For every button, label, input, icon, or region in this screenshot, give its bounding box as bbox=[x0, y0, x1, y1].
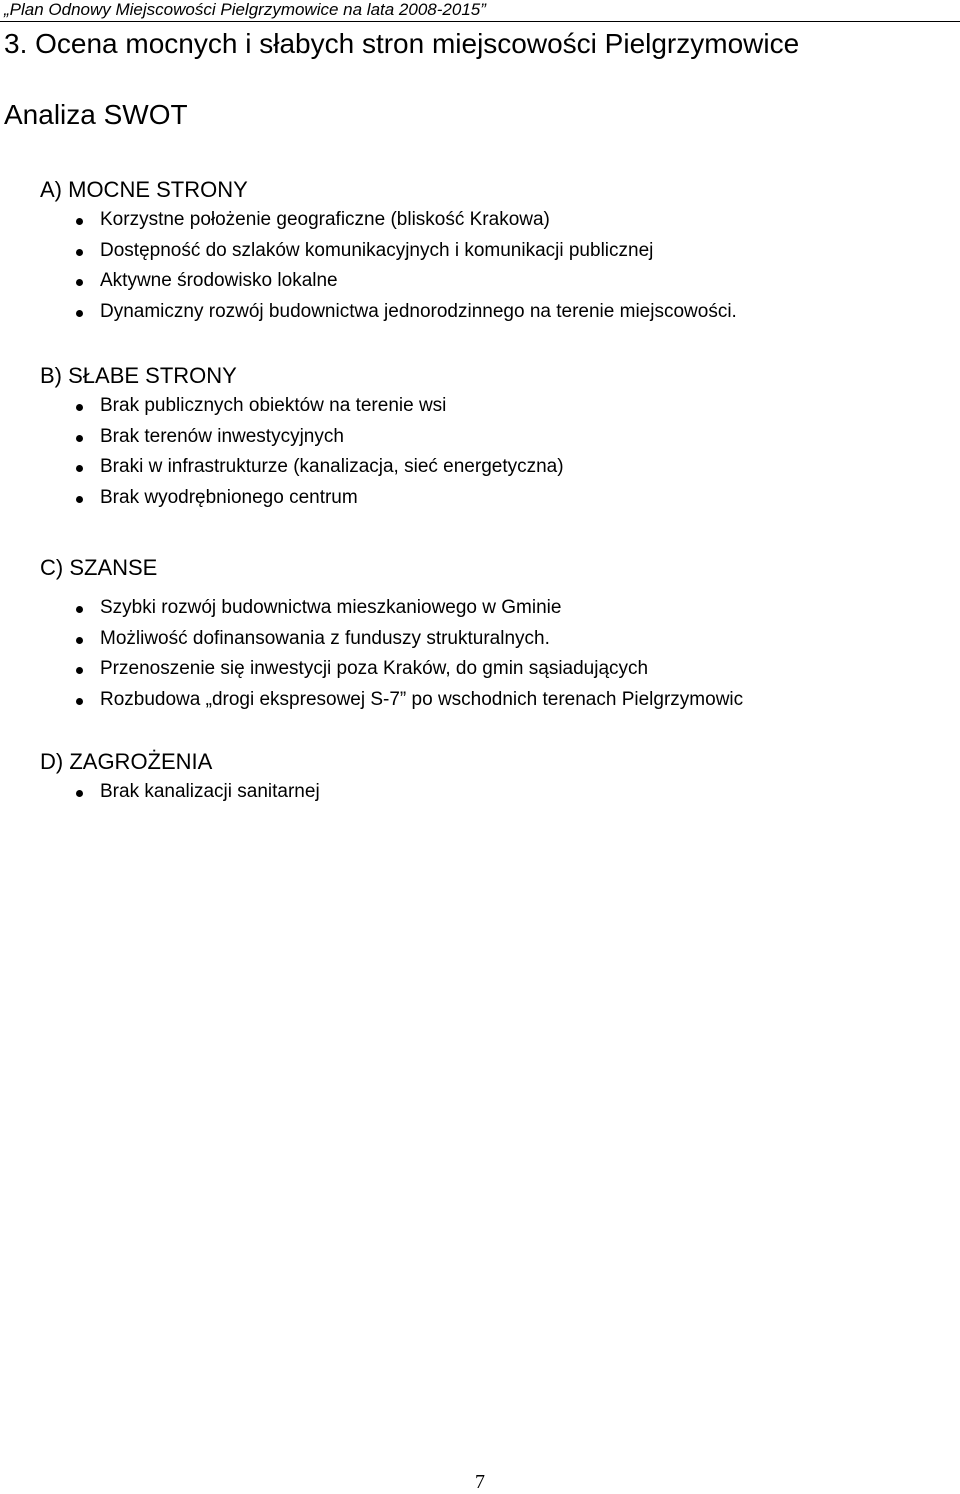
list-item bbox=[40, 239, 940, 270]
bullet-icon bbox=[76, 606, 83, 613]
list-item bbox=[40, 688, 940, 719]
block-title-strengths: A) MOCNE STRONY bbox=[40, 177, 248, 202]
section-heading: 3. Ocena mocnych i słabych stron miejscowości Pielgrzymowice bbox=[4, 28, 800, 59]
list-item-text: Aktywne środowisko lokalne bbox=[100, 270, 338, 291]
list-item bbox=[40, 780, 940, 811]
weaknesses-list bbox=[40, 394, 940, 516]
list-item bbox=[40, 596, 940, 627]
list-item bbox=[40, 300, 940, 331]
list-item-text: Brak wyodrębnionego centrum bbox=[100, 486, 358, 508]
swot-block-strengths bbox=[40, 176, 940, 330]
opportunities-list bbox=[40, 596, 940, 718]
list-item bbox=[40, 627, 940, 658]
swot-block-threats bbox=[40, 748, 940, 811]
bullet-icon bbox=[76, 790, 83, 797]
list-item-text: Możliwość dofinansowania z funduszy strukturalnych. bbox=[100, 627, 550, 649]
strengths-list bbox=[40, 208, 940, 330]
list-item bbox=[40, 269, 940, 300]
bullet-icon bbox=[76, 435, 83, 442]
list-item bbox=[40, 455, 940, 486]
threats-list bbox=[40, 780, 940, 811]
list-item bbox=[40, 657, 940, 688]
list-item-text: Dynamiczny rozwój budownictwa jednorodzinnego na terenie miejscowości. bbox=[100, 300, 737, 322]
bullet-icon bbox=[76, 496, 83, 503]
list-item-text: Rozbudowa „drogi ekspresowej S-7” po wschodnich terenach Pielgrzymowic bbox=[100, 688, 744, 710]
bullet-icon bbox=[76, 249, 83, 256]
bullet-icon bbox=[76, 404, 83, 411]
list-item-text: Brak terenów inwestycyjnych bbox=[100, 425, 344, 447]
bullet-icon bbox=[76, 698, 83, 705]
header-rule bbox=[0, 21, 960, 22]
running-header: „Plan Odnowy Miejscowości Pielgrzymowice na lata 2008-2015” bbox=[4, 0, 486, 19]
bullet-icon bbox=[76, 637, 83, 644]
list-item-text: Przenoszenie się inwestycji poza Kraków, do gmin sąsiadujących bbox=[100, 658, 649, 679]
block-title-opportunities: C) SZANSE bbox=[40, 555, 158, 580]
list-item-text: Brak publicznych obiektów na terenie wsi bbox=[100, 395, 447, 416]
bullet-icon bbox=[76, 310, 83, 317]
page-number: 7 bbox=[475, 1471, 485, 1493]
list-item bbox=[40, 394, 940, 425]
list-item-text: Dostępność do szlaków komunikacyjnych i komunikacji publicznej bbox=[100, 239, 654, 261]
list-item-text: Brak kanalizacji sanitarnej bbox=[100, 781, 320, 802]
swot-block-weaknesses bbox=[40, 362, 940, 516]
bullet-icon bbox=[76, 279, 83, 286]
list-item bbox=[40, 425, 940, 456]
bullet-icon bbox=[76, 667, 83, 674]
list-item bbox=[40, 486, 940, 517]
list-item-text: Korzystne położenie geograficzne (bliskość Krakowa) bbox=[100, 209, 550, 230]
swot-subheading: Analiza SWOT bbox=[4, 99, 188, 130]
bullet-icon bbox=[76, 465, 83, 472]
swot-block-opportunities bbox=[40, 554, 940, 718]
list-item-text: Braki w infrastrukturze (kanalizacja, sieć energetyczna) bbox=[100, 456, 564, 477]
list-item bbox=[40, 208, 940, 239]
bullet-icon bbox=[76, 218, 83, 225]
block-title-weaknesses: B) SŁABE STRONY bbox=[40, 363, 237, 388]
list-item-text: Szybki rozwój budownictwa mieszkaniowego w Gminie bbox=[100, 597, 562, 618]
block-title-threats: D) ZAGROŻENIA bbox=[40, 749, 213, 774]
